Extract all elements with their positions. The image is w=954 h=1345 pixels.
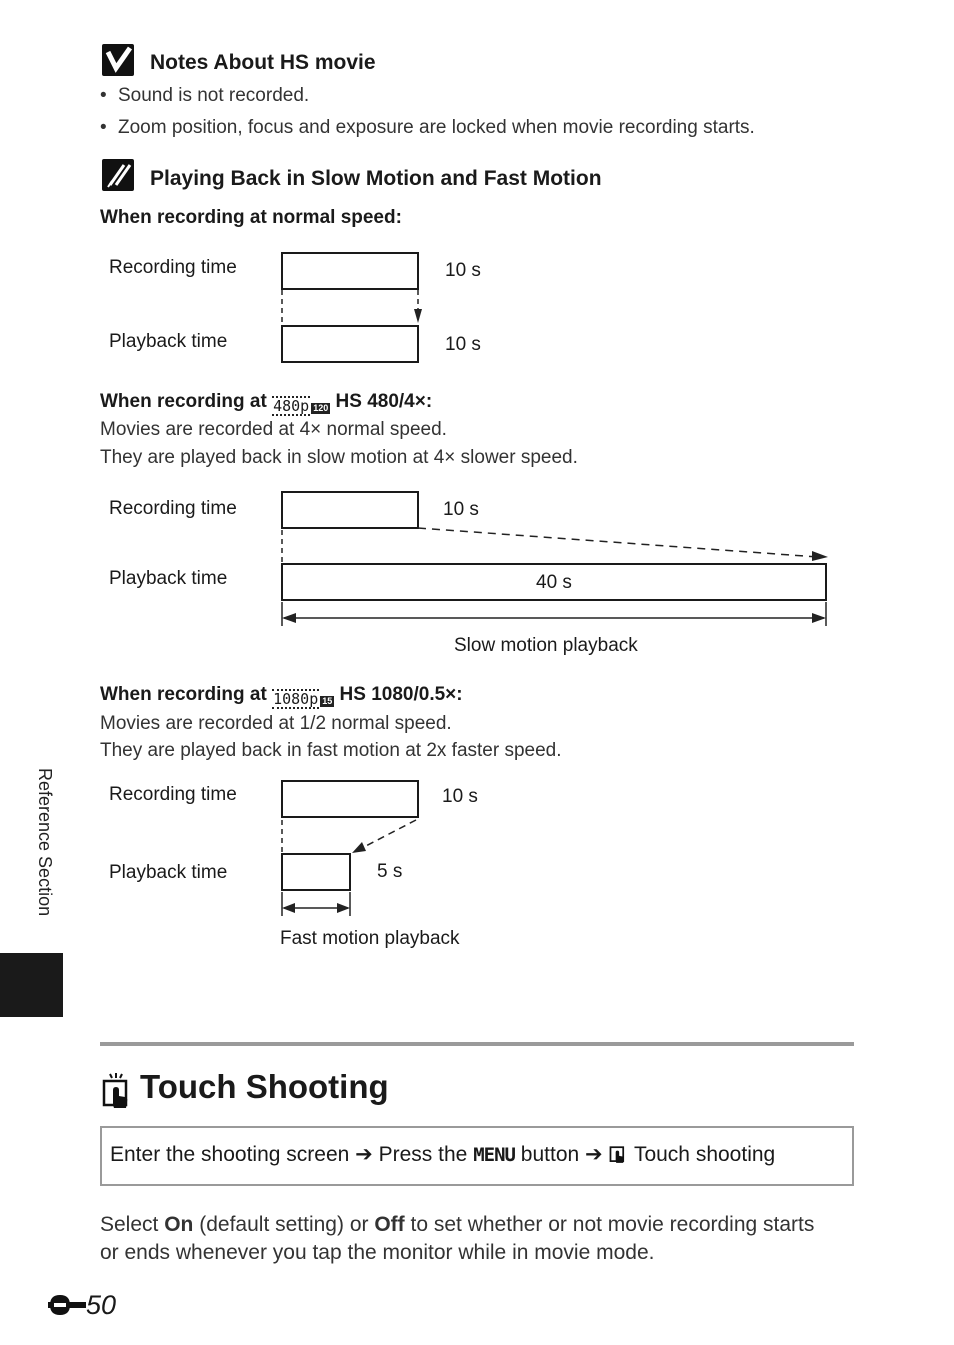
bullet-item: • Zoom position, focus and exposure are locked when movie recording starts. (100, 117, 755, 138)
off-option: Off (374, 1213, 405, 1236)
recording-time-label: Recording time (109, 257, 237, 278)
reference-section-tab-label: Reference Section (35, 768, 55, 917)
fast-motion-caption: Fast motion playback (280, 928, 460, 949)
hs480-mode-icon: 480p (273, 397, 310, 415)
hs480-line2: They are played back in slow motion at 4× slower speed. (100, 447, 578, 468)
section-divider (100, 1042, 854, 1046)
page-number: 50 (48, 1290, 116, 1321)
arrow-right-icon: ➔ (355, 1143, 373, 1166)
hs1080-mode-icon: 1080p (273, 690, 319, 708)
playback-value: 10 s (445, 334, 481, 355)
playback-value: 5 s (377, 861, 403, 882)
playback-bar (281, 325, 419, 363)
notes-hs-title: Notes About HS movie (150, 51, 376, 74)
check-icon (102, 44, 134, 76)
playback-time-label: Playback time (109, 862, 228, 883)
slow-motion-arrows (270, 520, 840, 630)
touch-shooting-icon (100, 1072, 134, 1110)
slow-motion-caption: Slow motion playback (454, 635, 638, 656)
menu-path: Enter the shooting screen ➔ Press the MENU button ➔ Touch shooting (110, 1143, 776, 1166)
recording-value: 10 s (442, 786, 478, 807)
touch-shooting-title: Touch Shooting (140, 1068, 389, 1105)
arrow-right-icon: ➔ (585, 1143, 603, 1166)
recording-value: 10 s (445, 260, 481, 281)
normal-speed-heading: When recording at normal speed: (100, 207, 402, 228)
hs1080-line1: Movies are recorded at 1/2 normal speed. (100, 713, 452, 734)
hs480-heading: When recording at 480p 120 HS 480/4×: (100, 391, 433, 415)
recording-time-label: Recording time (109, 498, 237, 519)
menu-button-icon: MENU (473, 1144, 515, 1166)
reference-section-tab (0, 953, 63, 1017)
recording-time-label: Recording time (109, 784, 237, 805)
playback-time-label: Playback time (109, 331, 228, 352)
bullet-item: • Sound is not recorded. (100, 85, 310, 106)
hs1080-heading: When recording at 1080p 15 HS 1080/0.5×: (100, 684, 463, 708)
fast-motion-arrows (270, 812, 430, 922)
hs480-line1: Movies are recorded at 4× normal speed. (100, 419, 447, 440)
playback-note-title: Playing Back in Slow Motion and Fast Motion (150, 167, 602, 190)
touch-shooting-icon (608, 1142, 628, 1164)
playback-time-label: Playback time (109, 568, 228, 589)
pencil-note-icon (102, 159, 134, 191)
touch-shooting-paragraph: Select On (default setting) or Off to set whether or not movie recording starts or ends whenever you tap the monitor while in movie mode. (100, 1213, 815, 1264)
recording-value: 10 s (443, 499, 479, 520)
on-option: On (164, 1213, 194, 1236)
playback-value: 40 s (536, 572, 572, 593)
normal-speed-connectors (270, 285, 440, 330)
reference-icon (48, 1294, 86, 1316)
hs1080-line2: They are played back in fast motion at 2x faster speed. (100, 740, 562, 761)
menu-path-box (100, 1126, 854, 1186)
